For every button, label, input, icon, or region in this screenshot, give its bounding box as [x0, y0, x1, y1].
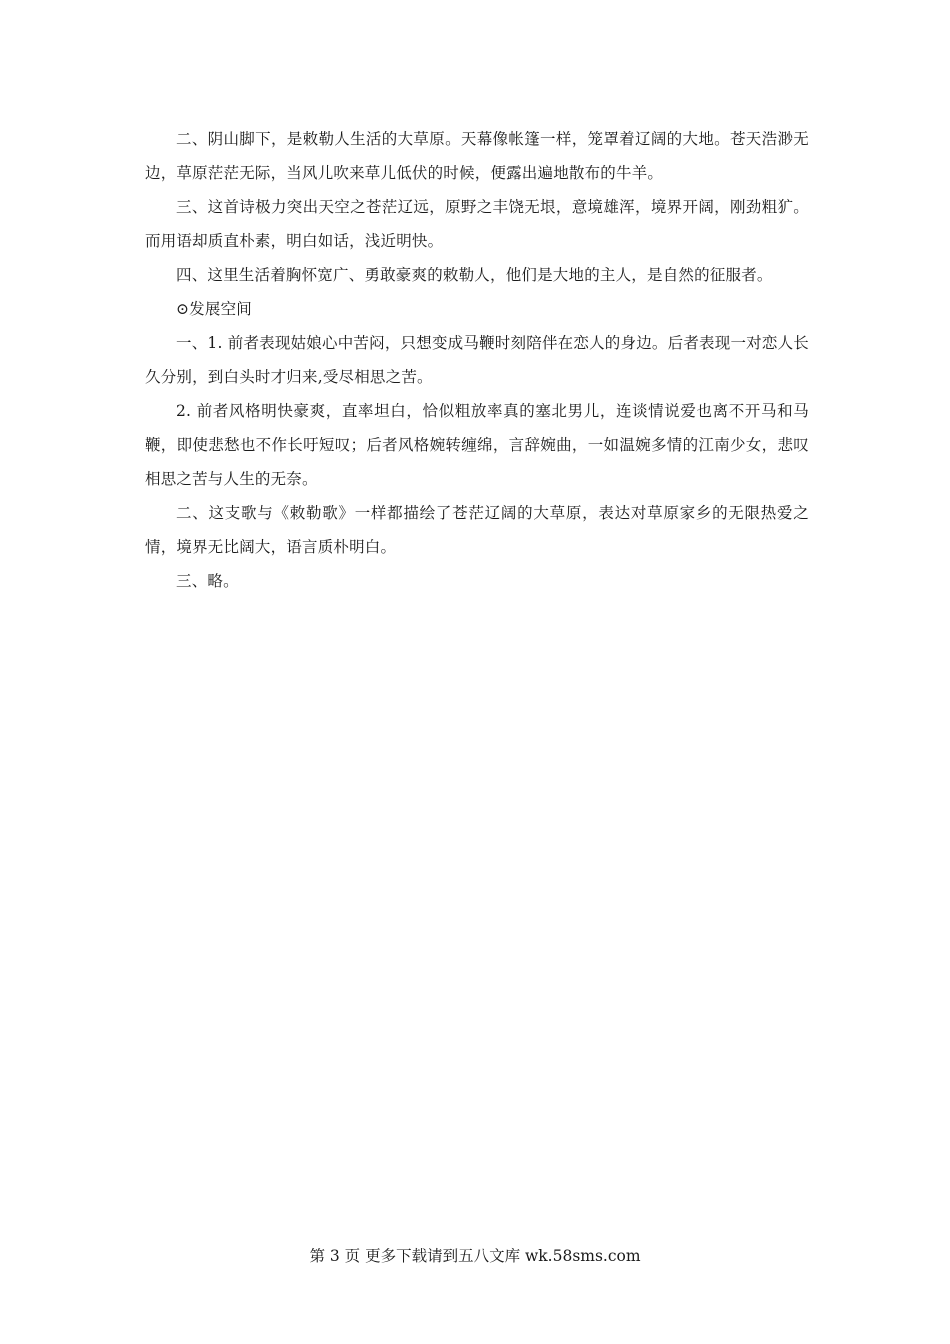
paragraph-3: 四、这里生活着胸怀宽广、勇敢豪爽的敕勒人，他们是大地的主人，是自然的征服者。 — [176, 266, 773, 284]
paragraph-6: 2. 前者风格明快豪爽，直率坦白，恰似粗放率真的塞北男儿，连谈情说爱也离不开马和马鞭，即使悲愁也不作长吁短叹；后者风格婉转缠绵，言辞婉曲，一如温婉多情的江南少女，悲叹相思之苦与人生的无奈。 — [145, 402, 809, 488]
page-footer: 第 3 页 更多下载请到五八文库 wk.58sms.com — [309, 1247, 641, 1265]
paragraph-8: 三、略。 — [176, 572, 239, 590]
document-body — [145, 122, 809, 598]
paragraph-2: 三、这首诗极力突出天空之苍茫辽远，原野之丰饶无垠，意境雄浑，境界开阔，刚劲粗犷。而用语却质直朴素，明白如话，浅近明快。 — [145, 198, 809, 250]
paragraph-5: 一、1. 前者表现姑娘心中苦闷，只想变成马鞭时刻陪伴在恋人的身边。后者表现一对恋人长久分别，到白头时才归来,受尽相思之苦。 — [145, 334, 809, 386]
section-heading: ⊙发展空间 — [176, 300, 252, 318]
paragraph-7: 二、这支歌与《敕勒歌》一样都描绘了苍茫辽阔的大草原，表达对草原家乡的无限热爱之情，境界无比阔大，语言质朴明白。 — [145, 504, 809, 556]
paragraph-1: 二、阴山脚下，是敕勒人生活的大草原。天幕像帐篷一样，笼罩着辽阔的大地。苍天浩渺无边，草原茫茫无际，当风儿吹来草儿低伏的时候，便露出遍地散布的牛羊。 — [145, 130, 809, 182]
